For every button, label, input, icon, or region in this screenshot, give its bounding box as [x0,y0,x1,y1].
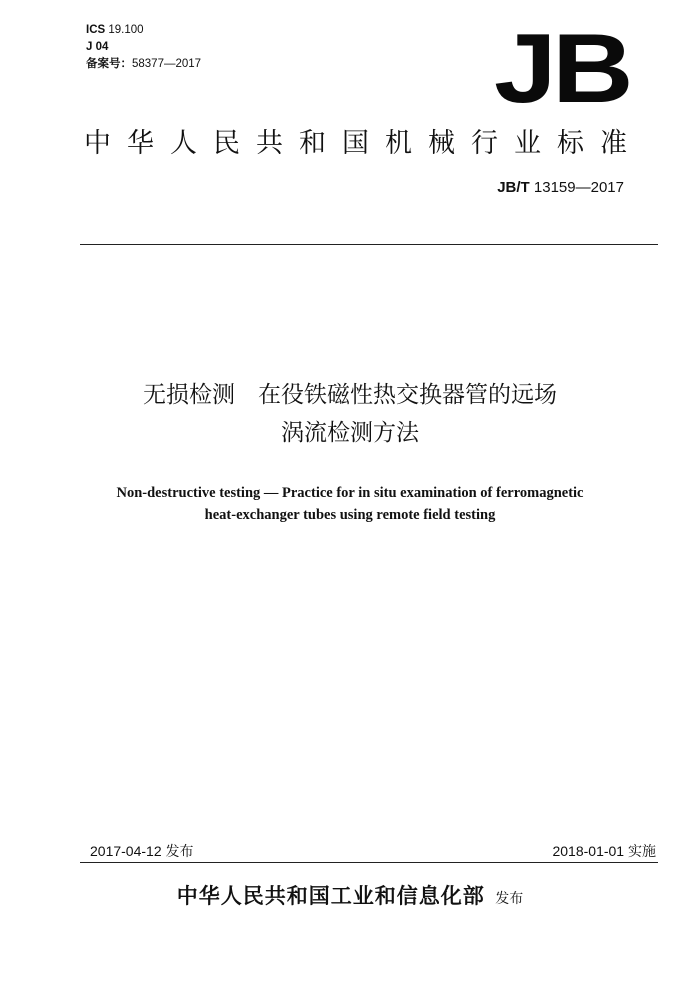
ics-value: 19.100 [108,24,144,36]
jb-logo: JB [494,13,629,123]
standard-code [497,179,624,196]
top-divider [80,244,658,245]
standard-code-number: 13159—2017 [533,179,624,196]
standard-category-title: 中华人民共和国机械行业标准 [84,128,643,159]
english-title [0,482,700,526]
ics-label: ICS [86,24,106,36]
issue-date: 2017-04-12 发布 [90,843,194,859]
english-title-line-1: Non-destructive testing — Practice for in situ examination of ferromagnetic [116,485,584,501]
bottom-divider [80,862,658,863]
chinese-title-line-2: 涡流检测方法 [281,420,419,446]
standard-code-prefix: JB/T [497,179,530,196]
record-label: 备案号： [86,58,132,70]
publisher [0,880,700,910]
english-title-line-2: heat-exchanger tubes using remote field testing [204,507,496,523]
classification-block [86,22,201,73]
record-value: 58377—2017 [132,58,202,70]
record-number [86,56,201,73]
ics-code [86,22,201,39]
publisher-verb: 发布 [495,891,524,907]
chinese-title [0,376,700,452]
implementation-date: 2018-01-01 实施 [552,843,656,859]
publisher-name: 中华人民共和国工业和信息化部 [176,884,485,908]
chinese-title-line-1: 无损检测 在役铁磁性热交换器管的远场 [143,382,557,408]
clc-code: J 04 [86,41,109,53]
